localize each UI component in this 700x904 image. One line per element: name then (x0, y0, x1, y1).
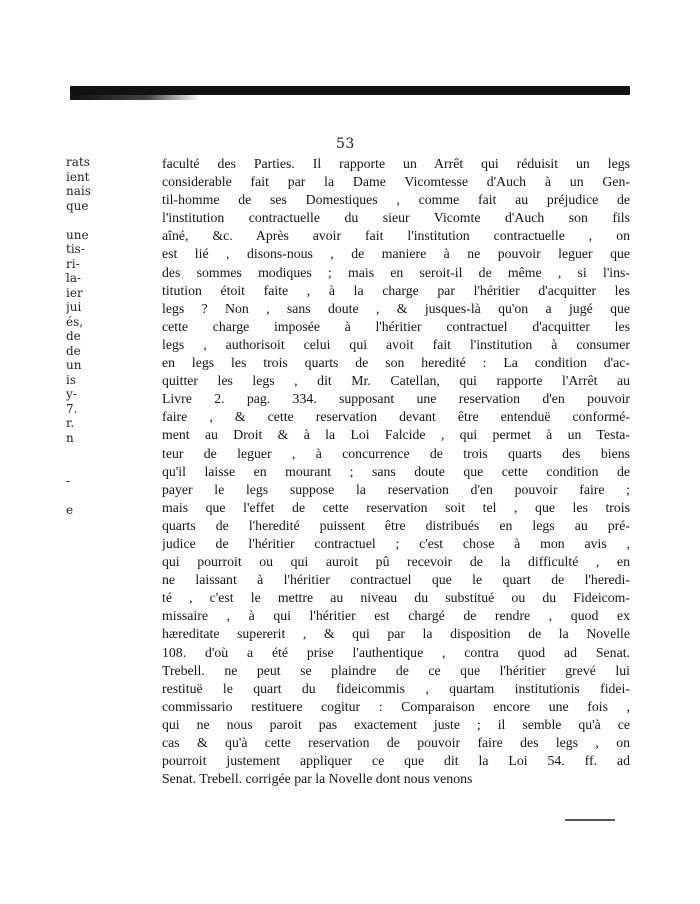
text-line: aîné, &c. Après avoir fait l'institution contractuelle , on (162, 228, 630, 244)
margin-fragment: és, (66, 314, 84, 329)
text-line: en legs les trois quarts de son heredité : La condition d'ac- (162, 355, 630, 371)
text-line: Senat. Trebell. corrigée par la Novelle dont nous venons (162, 771, 473, 787)
text-line: cette charge imposée à l'héritier contractuel d'acquitter les (162, 318, 630, 334)
text-line: hæreditate supererit , & qui par la disposition de la Novelle (162, 626, 630, 642)
scan-corner-mark (565, 819, 615, 821)
text-line: teur de leguer , à concurrence de trois quarts des biens (162, 445, 630, 461)
text-line: cas & qu'à cette reservation de pouvoir faire des legs , on (162, 735, 630, 750)
margin-fragment: une (66, 227, 89, 242)
margin-fragment: que (66, 198, 89, 213)
text-line: té , c'est le mettre au niveau du substitué ou du Fideicom- (162, 590, 630, 606)
text-line: qui pourroit ou qui auroit pû recevoir de la difficulté , en (162, 554, 630, 570)
text-line: quarts de l'heredité puissent être distribués en legs au pré- (162, 517, 630, 533)
text-line: ment au Droit & à la Loi Falcide , qui permet à un Testa- (162, 427, 630, 443)
margin-fragment: n (66, 430, 74, 445)
text-line: Trebell. ne peut se plaindre de ce que l'héritier grevé lui (162, 662, 630, 678)
margin-fragment: e (66, 503, 74, 517)
text-line: qu'il laisse en mourant ; sans doute que cette condition de (162, 463, 630, 479)
text-line: mais que l'effet de cette reservation soit tel , que les trois (162, 499, 630, 515)
text-line: judice de l'héritier contractuel ; c'est chose à mon avis , (162, 535, 630, 551)
text-line: considerable fait par la Dame Vicomtesse d'Auch à un Gen- (162, 174, 630, 190)
text-line: qui ne nous paroit pas exactement juste ; il semble qu'à ce (162, 716, 630, 732)
margin-fragment: r. (66, 416, 75, 430)
text-line: legs , authorisoit celui qui avoit fait l'institution à consumer (162, 336, 630, 352)
text-line: des sommes modiques ; mais en seroit-il de même , si l'ins- (162, 264, 630, 280)
margin-fragment (66, 460, 112, 475)
scan-border-shadow (70, 95, 200, 100)
text-line: Livre 2. pag. 334. supposant une reservation d'en pouvoir (162, 391, 630, 407)
margin-fragment: ient (66, 169, 90, 184)
text-line: quitter les legs , dit Mr. Catellan, qui rapporte l'Arrêt au (162, 373, 630, 389)
margin-fragment: - (66, 474, 71, 488)
margin-fragment: ier (66, 285, 83, 300)
margin-fragment: tis- (66, 242, 85, 256)
text-line: missaire , à qui l'héritier est chargé de rendre , quod ex (162, 608, 630, 624)
margin-fragment: un (66, 358, 82, 372)
margin-fragment: ri- (66, 256, 80, 271)
margin-fragment (66, 213, 112, 228)
page-body-text (162, 155, 630, 788)
text-line: pourroit justement appliquer ce que dit la Loi 54. ff. ad (162, 753, 630, 769)
scan-border-bar (70, 86, 630, 95)
margin-fragment (66, 489, 112, 504)
text-line: 108. d'où a été prise l'authentique , contra quod ad Senat. (162, 644, 630, 660)
text-line: ne laissant à l'héritier contractuel que le quart de l'heredi- (162, 572, 630, 588)
text-line: restituë le quart du fideicommis , quartam institutionis fidei- (162, 680, 630, 696)
text-line: payer le legs suppose la reservation d'en pouvoir faire ; (162, 481, 630, 497)
text-line: commissario restituere cogitur : Comparaison encore une fois , (162, 698, 630, 714)
margin-fragment (66, 445, 112, 460)
margin-fragment: de (66, 343, 81, 358)
margin-fragment: y- (66, 387, 77, 401)
margin-fragment: nais (66, 184, 91, 198)
facing-page-margin (66, 155, 112, 518)
text-line: til-homme de ses Domestiques , comme fait au préjudice de (162, 192, 630, 208)
text-line: faculté des Parties. Il rapporte un Arrêt qui réduisit un legs (162, 156, 630, 171)
text-line: legs ? Non , sans doute , & jusques-là qu'on a jugé que (162, 300, 630, 316)
margin-fragment: rats (66, 155, 90, 169)
margin-fragment: is (66, 372, 76, 387)
margin-fragment: la- (66, 271, 82, 285)
text-line: est lié , disons-nous , de maniere à ne pouvoir leguer que (162, 246, 630, 262)
text-line: faire , & cette reservation devant être entenduë conformé- (162, 409, 630, 425)
margin-fragment: 7. (66, 401, 78, 416)
margin-fragment: jui (66, 300, 82, 314)
margin-fragment: de (66, 329, 81, 343)
text-line: titution étoit faite , à la charge par l'héritier d'acquitter les (162, 282, 630, 298)
text-line: l'institution contractuelle du sieur Vicomte d'Auch son fils (162, 210, 630, 226)
page-number: 53 (336, 136, 355, 152)
